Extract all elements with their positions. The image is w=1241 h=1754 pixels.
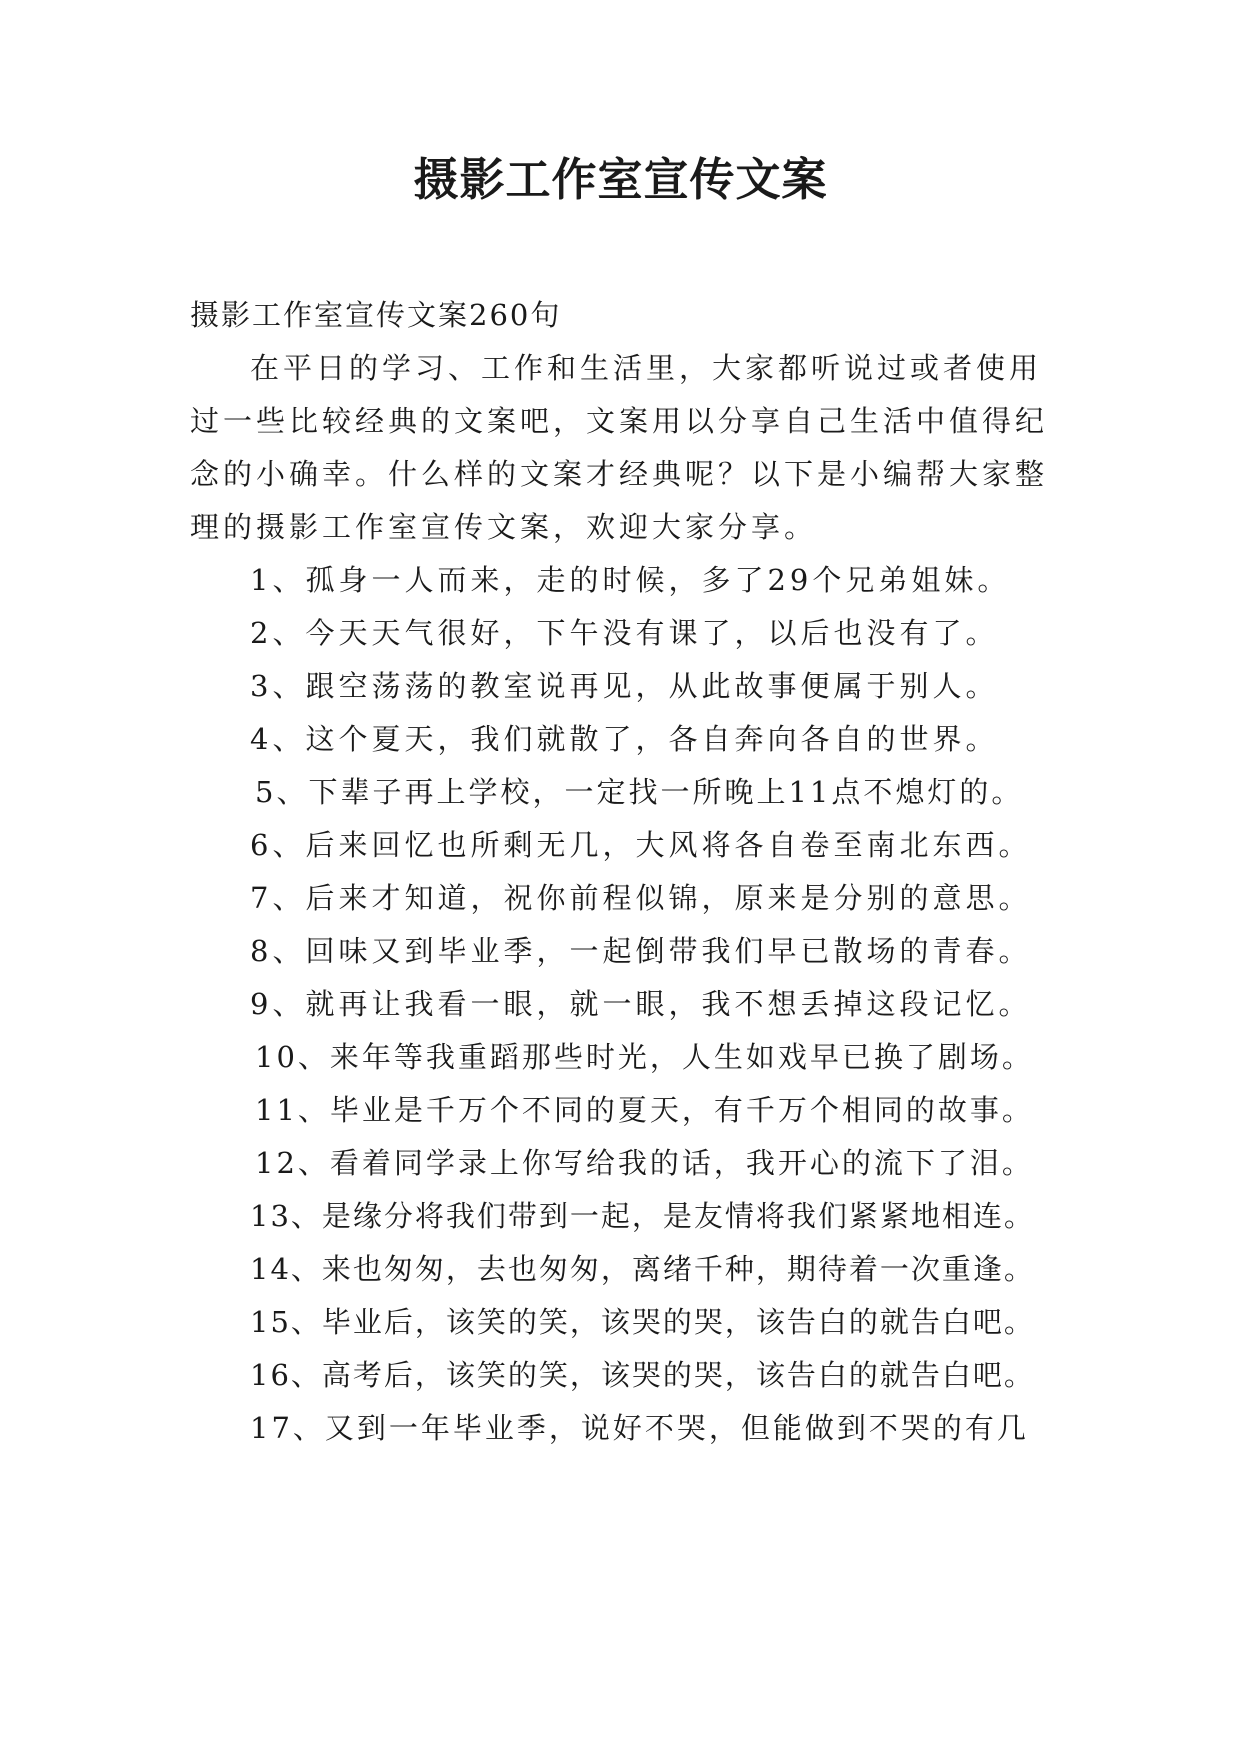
list-item: 11、毕业是千万个不同的夏天，有千万个相同的故事。 [255,1093,1034,1127]
list-item: 2、今天天气很好，下午没有课了，以后也没有了。 [250,616,999,650]
list-item: 17、又到一年毕业季，说好不哭，但能做到不哭的有几 [250,1411,1029,1445]
document-subtitle: 摄影工作室宣传文案260句 [190,298,562,332]
list-item: 12、看着同学录上你写给我的话，我开心的流下了泪。 [255,1146,1034,1180]
intro-line: 理的摄影工作室宣传文案，欢迎大家分享。 [190,510,818,544]
list-item: 13、是缘分将我们带到一起，是友情将我们紧紧地相连。 [250,1199,1035,1233]
intro-line: 过一些比较经典的文案吧，文案用以分享自己生活中值得纪 [190,404,1049,438]
list-item: 16、高考后，该笑的笑，该哭的哭，该告白的就告白吧。 [250,1358,1035,1392]
document-title: 摄影工作室宣传文案 [413,153,828,206]
list-item: 10、来年等我重蹈那些时光，人生如戏早已换了剧场。 [255,1040,1034,1074]
list-item: 4、这个夏天，我们就散了，各自奔向各自的世界。 [250,722,999,756]
intro-line: 在平日的学习、工作和生活里，大家都听说过或者使用 [250,351,1043,385]
list-item: 9、就再让我看一眼，就一眼，我不想丢掉这段记忆。 [250,987,1032,1021]
list-item: 3、跟空荡荡的教室说再见，从此故事便属于别人。 [250,669,999,703]
list-item: 6、后来回忆也所剩无几，大风将各自卷至南北东西。 [250,828,1032,862]
list-item: 15、毕业后，该笑的笑，该哭的哭，该告白的就告白吧。 [250,1305,1035,1339]
list-item: 1、孤身一人而来，走的时候，多了29个兄弟姐妹。 [250,563,1011,597]
list-item: 14、来也匆匆，去也匆匆，离绪千种，期待着一次重逢。 [250,1252,1035,1286]
list-item: 7、后来才知道，祝你前程似锦，原来是分别的意思。 [250,881,1032,915]
intro-line: 念的小确幸。什么样的文案才经典呢？以下是小编帮大家整 [190,457,1049,491]
list-item: 5、下辈子再上学校，一定找一所晚上11点不熄灯的。 [255,775,1024,809]
list-item: 8、回味又到毕业季，一起倒带我们早已散场的青春。 [250,934,1032,968]
